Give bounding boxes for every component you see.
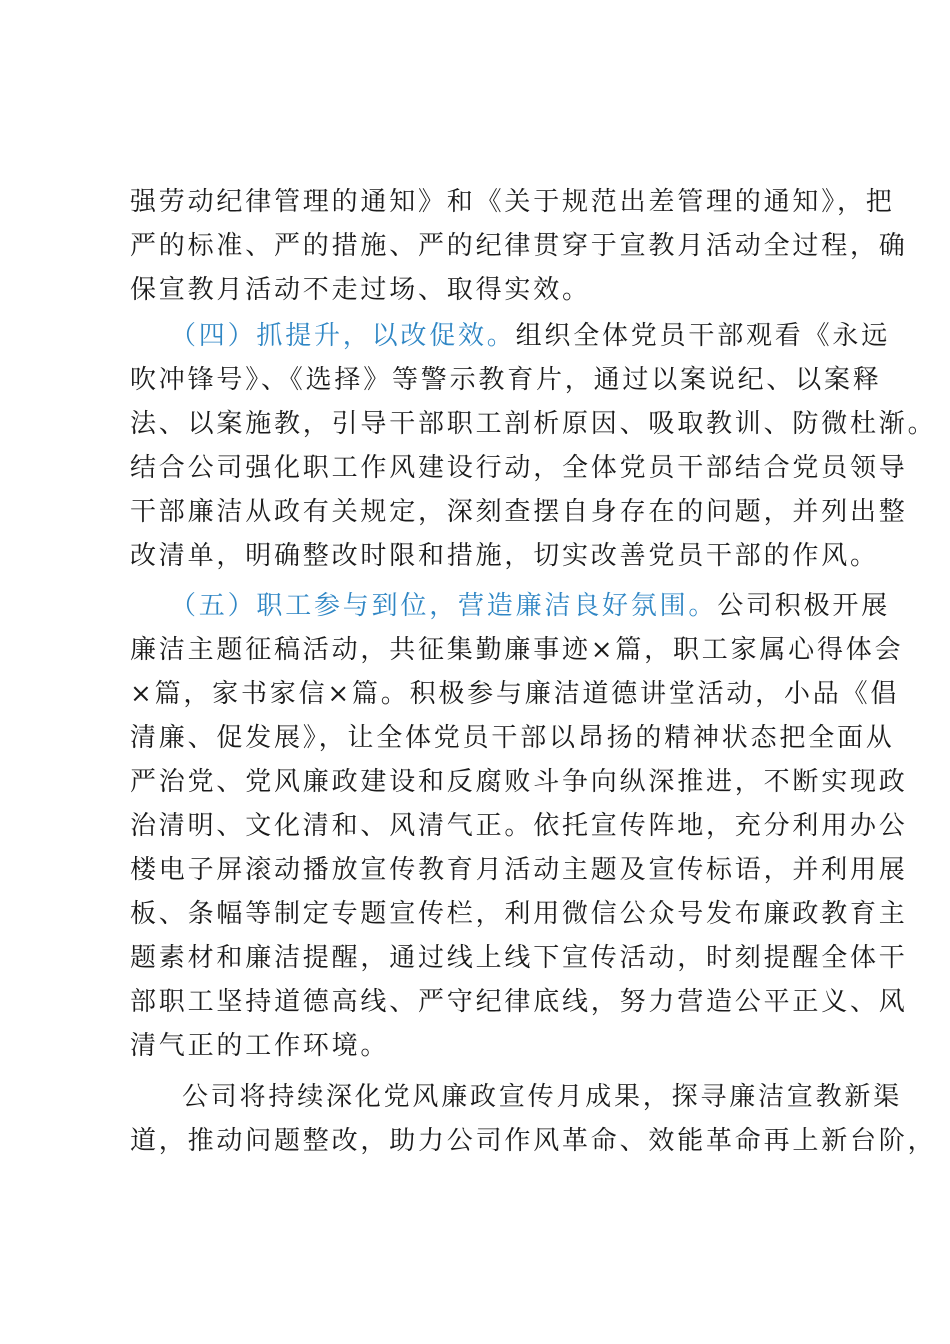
text-line: 严的标准、严的措施、严的纪律贯穿于宣教月活动全过程，确 [130,231,908,261]
paragraph-section-5 [130,584,908,1068]
text-line: 廉洁主题征稿活动，共征集勤廉事迹×篇，职工家属心得体会 [130,635,904,665]
text-line: 楼电子屏滚动播放宣传教育月活动主题及宣传标语，并利用展 [130,855,908,885]
text-line: 强劳动纪律管理的通知》和《关于规范出差管理的通知》，把 [130,187,895,217]
paragraph-closing [130,1075,937,1163]
section-heading-5: （五）职工参与到位，营造廉洁良好氛围。 [170,591,718,621]
text-line: 严治党、党风廉政建设和反腐败斗争向纵深推进，不断实现政 [130,767,908,797]
text-line: 清廉、促发展》，让全体党员干部以昂扬的精神状态把全面从 [130,723,895,753]
paragraph-section-4 [130,314,937,578]
text-line: 干部廉洁从政有关规定，深刻查摆自身存在的问题，并列出整 [130,497,908,527]
text-line: 法、以案施教，引导干部职工剖析原因、吸取教训、防微杜渐。 [130,409,937,439]
section-heading-4: （四）抓提升，以改促效。 [170,321,516,351]
text-line: 道，推动问题整改，助力公司作风革命、效能革命再上新台阶， [130,1126,937,1156]
text-line: 改清单，明确整改时限和措施，切实改善党员干部的作风。 [130,541,879,571]
text-line: 清气正的工作环境。 [130,1031,390,1061]
text-line: ×篇，家书家信×篇。积极参与廉洁道德讲堂活动，小品《倡 [130,679,900,709]
text-run: 组织全体党员干部观看《永远 [515,321,891,351]
text-line: 结合公司强化职工作风建设行动，全体党员干部结合党员领导 [130,453,908,483]
text-line: 部职工坚持道德高线、严守纪律底线，努力营造公平正义、风 [130,987,908,1017]
text-line [130,584,891,628]
text-run: 公司积极开展 [717,591,891,621]
text-line: 吹冲锋号》、《选择》等警示教育片，通过以案说纪、以案释 [130,365,882,395]
text-line [130,314,891,358]
text-line: 板、条幅等制定专题宣传栏，利用微信公众号发布廉政教育主 [130,899,908,929]
text-line: 题素材和廉洁提醒，通过线上线下宣传活动，时刻提醒全体干 [130,943,908,973]
text-line: 公司将持续深化党风廉政宣传月成果，探寻廉洁宣教新渠 [182,1082,903,1112]
text-line: 保宣教月活动不走过场、取得实效。 [130,275,591,305]
paragraph-continuation [130,180,908,312]
text-line: 治清明、文化清和、风清气正。依托宣传阵地，充分利用办公 [130,811,908,841]
